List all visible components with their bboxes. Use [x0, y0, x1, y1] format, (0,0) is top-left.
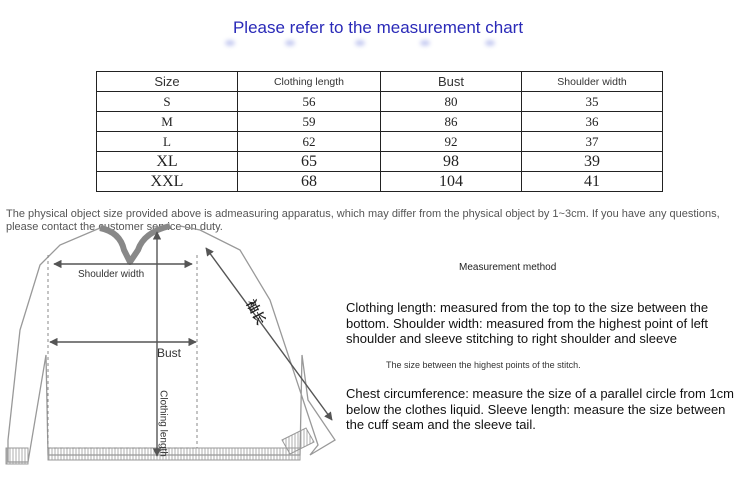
shoulder-width-label: Shoulder width — [78, 269, 145, 280]
sweater-neckline — [100, 226, 170, 262]
bust-cell: 98 — [381, 152, 522, 172]
length-cell: 56 — [238, 92, 381, 112]
size-cell: L — [97, 132, 238, 152]
shoulder-cell: 36 — [522, 112, 663, 132]
bust-label: Bust — [157, 346, 182, 360]
size-cell: M — [97, 112, 238, 132]
bust-cell: 80 — [381, 92, 522, 112]
method-note: The size between the highest points of the stitch. — [386, 360, 581, 370]
sweater-hem — [48, 448, 300, 460]
clothing-length-label: Clothing length — [157, 390, 169, 457]
header-bust: Bust — [381, 72, 522, 92]
table-row — [97, 152, 663, 172]
length-cell: 59 — [238, 112, 381, 132]
header-clothing-length: Clothing length — [238, 72, 381, 92]
header-size: Size — [97, 72, 238, 92]
length-cell: 62 — [238, 132, 381, 152]
shoulder-cell: 35 — [522, 92, 663, 112]
shoulder-cell: 37 — [522, 132, 663, 152]
header-shoulder-width: Shoulder width — [522, 72, 663, 92]
shoulder-cell: 39 — [522, 152, 663, 172]
table-header-row — [97, 72, 663, 92]
table-row — [97, 132, 663, 152]
method-paragraph-1: Clothing length: measured from the top to the size between the bottom. Shoulder width: measured from the highest point of left shoulder and sleeve stitching to right shoulder and sleeve — [346, 300, 709, 346]
size-chart-table — [96, 71, 663, 192]
length-cell: 68 — [238, 172, 381, 192]
sleeve-arrow — [206, 248, 332, 420]
sweater-outline — [8, 226, 335, 462]
size-disclaimer: The physical object size provided above is admeasuring apparatus, which may differ from the physical object by 1~3cm. If you have any questions, please contact the customer service on duty. — [6, 208, 720, 233]
sleeve-length-label: 袖长 — [242, 297, 268, 328]
size-cell: XL — [97, 152, 238, 172]
page-title: Please refer to the measurement chart — [232, 18, 524, 37]
length-cell: 65 — [238, 152, 381, 172]
shoulder-cell: 41 — [522, 172, 663, 192]
table-row — [97, 172, 663, 192]
size-cell: XXL — [97, 172, 238, 192]
measurement-method-heading: Measurement method — [459, 262, 557, 273]
size-cell: S — [97, 92, 238, 112]
method-paragraph-2: Chest circumference: measure the size of a parallel circle from 1cm below the clothes liquid. Sleeve length: measure the size between the cuff seam and the sleeve tail. — [346, 386, 734, 432]
left-cuff — [6, 448, 28, 464]
table-row — [97, 112, 663, 132]
bust-cell: 92 — [381, 132, 522, 152]
decorative-blur — [215, 40, 535, 50]
bust-cell: 86 — [381, 112, 522, 132]
table-row — [97, 92, 663, 112]
bust-cell: 104 — [381, 172, 522, 192]
